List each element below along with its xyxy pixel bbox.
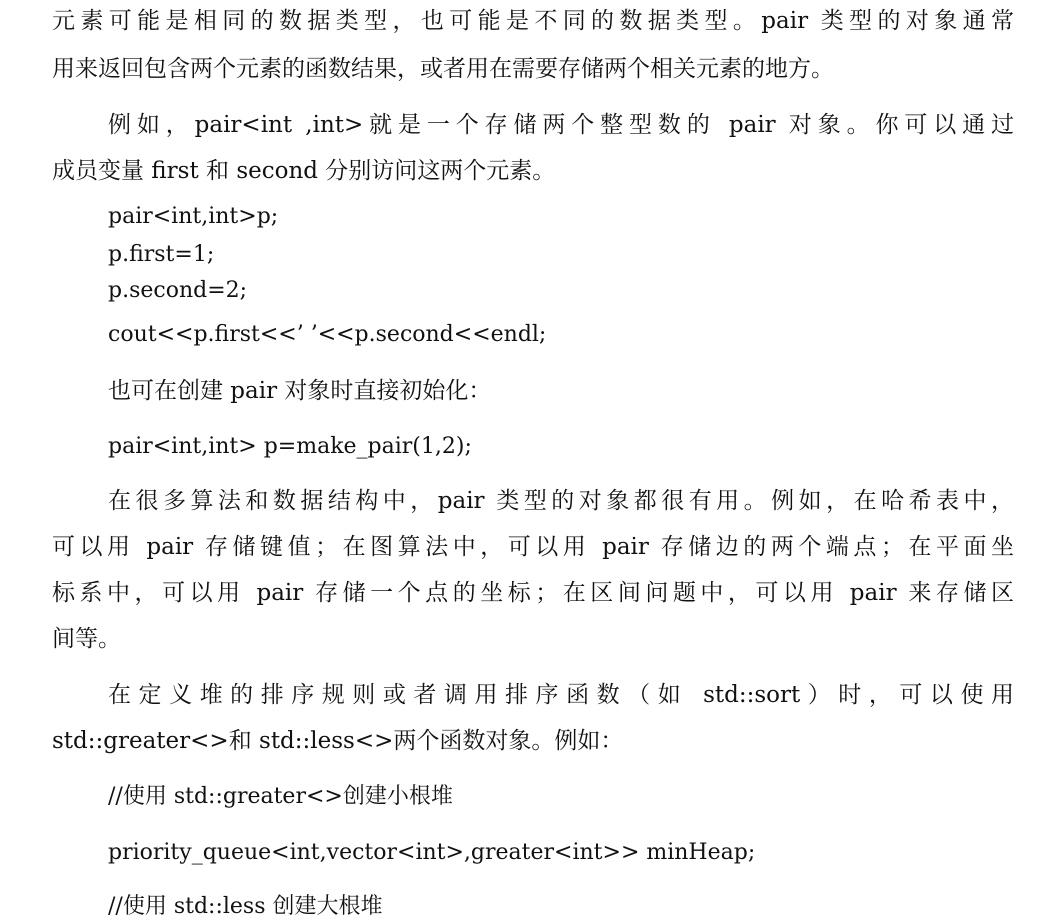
paragraph-line: 标系中，可以用 pair 存储一个点的坐标；在区间问题中，可以用 pair 来存储区 [52, 580, 1014, 606]
code-comment: //使用 std::greater<>创建小根堆 [108, 784, 453, 809]
paragraph-line: 元素可能是相同的数据类型，也可能是不同的数据类型。pair 类型的对象通常 [52, 8, 1014, 34]
paragraph-line: 例如，pair<int ,int>就是一个存储两个整型数的 pair 对象。你可以通过 [108, 112, 1014, 138]
paragraph-line: 间等。 [52, 626, 121, 652]
code-line: priority_queue<int,vector<int>,greater<int>> minHeap; [108, 840, 756, 865]
code-line: p.first=1; [108, 242, 215, 267]
paragraph-line: std::greater<>和 std::less<>两个函数对象。例如： [52, 728, 624, 754]
paragraph-line: 也可在创建 pair 对象时直接初始化： [108, 378, 492, 404]
paragraph-line: 在定义堆的排序规则或者调用排序函数（如 std::sort）时，可以使用 [108, 682, 1014, 708]
paragraph-line: 成员变量 first 和 second 分别访问这两个元素。 [52, 158, 556, 184]
paragraph-line: 在很多算法和数据结构中，pair 类型的对象都很有用。例如，在哈希表中， [108, 488, 1014, 514]
code-line: cout<<p.first<<’ ’<<p.second<<endl; [108, 322, 547, 347]
code-comment: //使用 std::less 创建大根堆 [108, 894, 383, 919]
code-line: pair<int,int>p; [108, 204, 279, 229]
code-line: pair<int,int> p=make_pair(1,2); [108, 434, 472, 459]
paragraph-line: 可以用 pair 存储键值；在图算法中，可以用 pair 存储边的两个端点；在平面坐 [52, 534, 1014, 560]
paragraph-line: 用来返回包含两个元素的函数结果，或者用在需要存储两个相关元素的地方。 [52, 56, 834, 82]
code-line: p.second=2; [108, 278, 248, 303]
